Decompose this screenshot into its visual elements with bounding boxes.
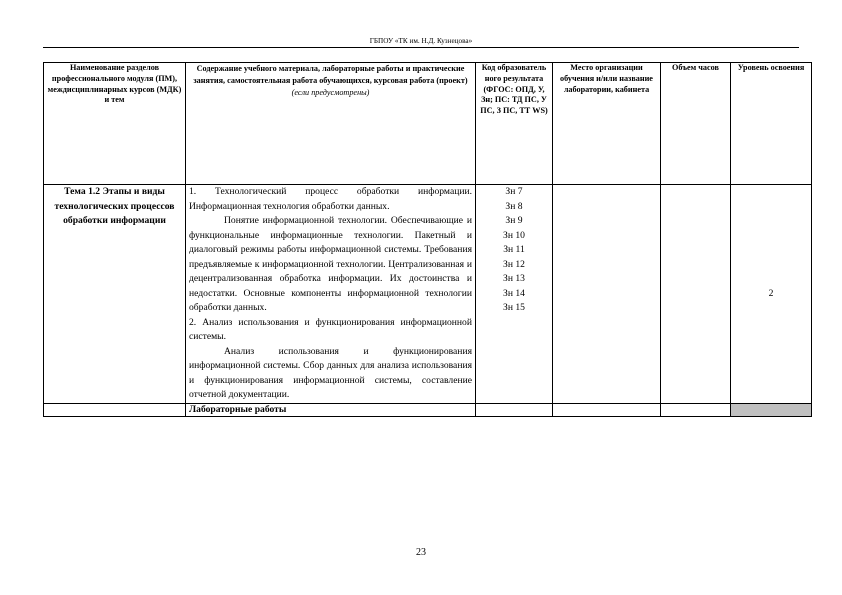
result-code: Зн 15 xyxy=(503,302,525,313)
lab-empty-cell xyxy=(44,403,186,416)
curriculum-table xyxy=(43,62,812,417)
result-code: Зн 14 xyxy=(503,287,525,299)
col-header-hours: Объем часов xyxy=(661,63,731,185)
content-paragraph: 2. Анализ использования и функционирования информационной системы. xyxy=(189,316,472,342)
topic-title: Тема 1.2 Этапы и виды технологических процессов обработки информации xyxy=(44,185,186,404)
topic-content xyxy=(186,185,476,404)
result-code: Зн 8 xyxy=(505,200,523,212)
result-code: Зн 10 xyxy=(503,229,525,241)
col-header-content xyxy=(186,63,476,185)
topic-row xyxy=(44,185,812,404)
lab-title: Лабораторные работы xyxy=(186,403,476,416)
lab-row xyxy=(44,403,812,416)
col-header-content-note: (если предусмотрены) xyxy=(291,88,370,97)
header-rule xyxy=(43,47,799,48)
page-number: 23 xyxy=(416,547,426,558)
col-header-content-main: Содержание учебного материала, лабораторные работы и практические занятия, самостоятельная работа обучающихся, курсовая работа (проект) xyxy=(193,64,468,85)
result-code: Зн 13 xyxy=(503,273,525,284)
result-code: Зн 11 xyxy=(503,244,525,255)
col-header-section: Наименование разделов профессионального модуля (ПМ), междисциплинарных курсов (МДК) и тем xyxy=(44,63,186,185)
hours-cell xyxy=(661,185,731,404)
lab-code-cell xyxy=(476,403,553,416)
running-header: ГБПОУ «ТК им. Н.Д. Кузнецова» xyxy=(369,37,473,45)
table-header-row xyxy=(44,63,812,185)
content-paragraph: Понятие информационной технологии. Обеспечивающие и функциональные информационные технологии. Пакетный и диалоговый режимы работы информационной системы. Требования предъявляемые к информационной технологии. Централизованная и децентрализованная обработка информации. Их достоинства и недостатки. Основные компоненты информационной технологии обработки данных. xyxy=(189,215,472,313)
col-header-level: Уровень освоения xyxy=(731,63,812,185)
result-code: Зн 7 xyxy=(505,186,523,197)
content-paragraph: Анализ использования и функционирования информационной системы. Сбор данных для анализа использования и функционирования информационной системы, составление отчетной документации. xyxy=(189,345,472,400)
col-header-code: Код образователь ного результата (ФГОС: ОПД, У, Зн; ПС: ТД ПС, У ПС, З ПС, ТТ WS) xyxy=(476,63,553,185)
result-code: Зн 12 xyxy=(503,258,525,270)
lab-place-cell xyxy=(553,403,661,416)
lab-level-shaded-cell xyxy=(731,403,812,416)
result-codes xyxy=(476,185,553,404)
col-header-place: Место организации обучения и/или название лаборатории, кабинета xyxy=(553,63,661,185)
place-cell xyxy=(553,185,661,404)
result-code: Зн 9 xyxy=(505,215,523,226)
level-cell: 2 xyxy=(731,185,812,404)
content-paragraph: 1. Технологический процесс обработки информации. Информационная технология обработки данных. xyxy=(189,186,472,212)
lab-hours-cell xyxy=(661,403,731,416)
